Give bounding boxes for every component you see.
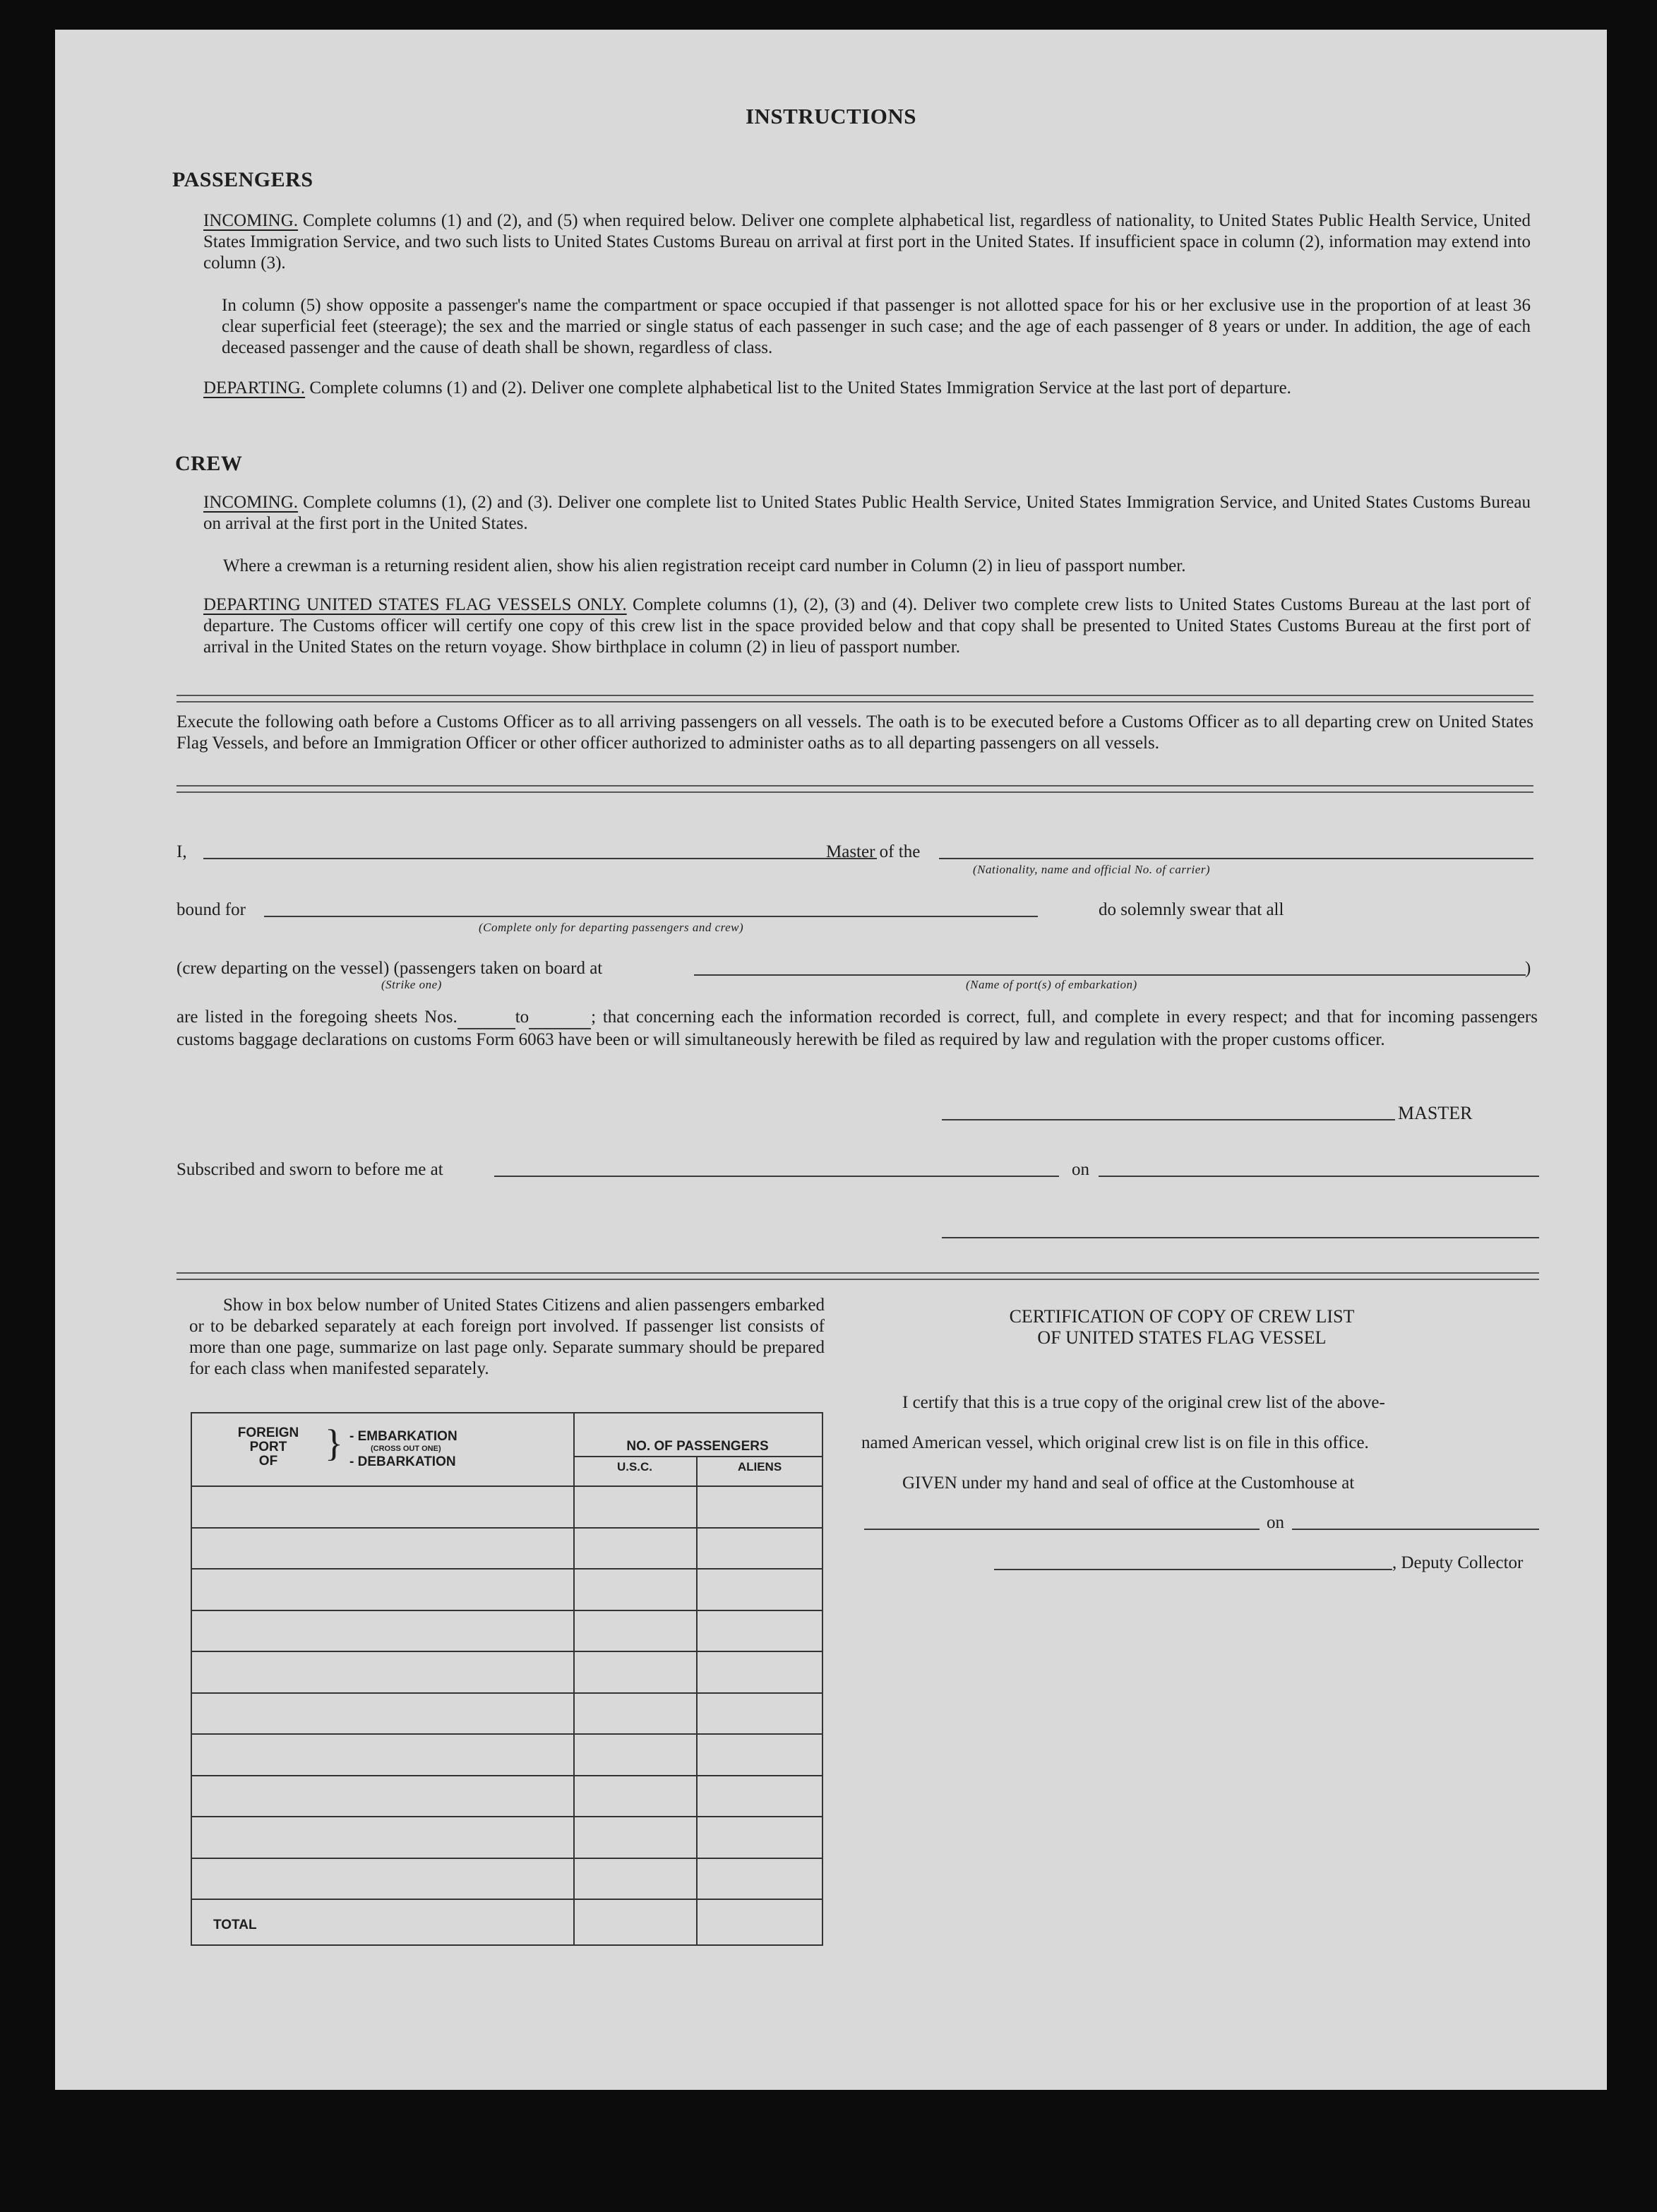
- table-row[interactable]: [191, 1568, 823, 1610]
- crew-departing-label: DEPARTING UNITED STATES FLAG VESSELS ONLY.: [203, 595, 627, 614]
- crew-heading: CREW: [175, 452, 243, 475]
- swear-label: do solemnly swear that all: [1099, 900, 1284, 919]
- passengers-departing-text: Complete columns (1) and (2). Deliver one complete alphabetical list to the United States Immigration Service at the last port of departure.: [305, 378, 1291, 397]
- row-divider: [573, 1456, 823, 1457]
- aliens-header: ALIENS: [737, 1460, 782, 1473]
- table-row[interactable]: [191, 1858, 823, 1899]
- bound-for-label: bound for: [177, 900, 246, 919]
- customhouse-field[interactable]: [864, 1529, 1260, 1530]
- sheet-from-field[interactable]: [457, 1007, 515, 1029]
- passengers-departing-label: DEPARTING.: [203, 378, 306, 397]
- listed-post: ; that concerning each the information recorded is correct, full, and complete in every respect; and that for incoming passengers customs baggage declarations on customs Form 6063 have been or will simultaneously herewith be filed as required by law and regulation with the proper customs officer.: [177, 1008, 1538, 1049]
- carrier-field[interactable]: [939, 858, 1533, 859]
- sworn-date-field[interactable]: [1099, 1176, 1539, 1177]
- certification-title-line1: CERTIFICATION OF COPY OF CREW LIST: [1009, 1306, 1355, 1327]
- foreign-port-label: FOREIGN PORT OF: [237, 1425, 299, 1469]
- table-row[interactable]: [191, 1527, 823, 1569]
- listed-to: to: [515, 1008, 530, 1027]
- divider-rule: [177, 785, 1533, 793]
- document-page: [55, 30, 1607, 2090]
- passengers-departing-paragraph: [203, 378, 1531, 399]
- passengers-heading: PASSENGERS: [172, 168, 313, 191]
- embarkation-ports-field[interactable]: [694, 974, 1526, 976]
- table-row[interactable]: [191, 1651, 823, 1692]
- crew-incoming-text: Complete columns (1), (2) and (3). Deliver one complete list to United States Public Health Service, United States Immigration Service, and United States Customs Bureau on arrival at the first port in the United States.: [203, 493, 1531, 533]
- bound-for-field[interactable]: [264, 916, 1038, 917]
- ports-caption: (Name of port(s) of embarkation): [966, 978, 1137, 991]
- sheet-to-field[interactable]: [529, 1007, 591, 1029]
- master-label: MASTER: [1398, 1103, 1473, 1123]
- master-name-field[interactable]: [203, 858, 877, 859]
- brace-glyph: }: [325, 1422, 343, 1464]
- carrier-caption: (Nationality, name and official No. of carrier): [973, 863, 1211, 876]
- table-row[interactable]: [191, 1485, 823, 1527]
- passengers-column5-paragraph: In column (5) show opposite a passenger's name the compartment or space occupied if that passenger is not allotted space for his or her exclusive use in the proportion of at least 36 clear superficial feet (steerage); the sex and the married or single status of each passenger in such case; and the age of each passenger of 8 years or under. In addition, the age of each deceased passenger and the cause of death shall be shown, regardless of class.: [222, 296, 1531, 357]
- crew-incoming-paragraph: [203, 492, 1531, 534]
- crew-incoming-label: INCOMING.: [203, 493, 299, 512]
- deputy-collector-label: , Deputy Collector: [1392, 1553, 1524, 1572]
- crew-departing-paragraph: [203, 594, 1531, 658]
- certification-title: [885, 1306, 1478, 1349]
- officer-signature-field[interactable]: [942, 1237, 1539, 1238]
- summary-instructions: Show in box below number of United States Citizens and alien passengers embarked or to be debarked separately at each foreign port involved. If passenger list consists of more than one page, summarize on last page only. Separate summary should be prepared for each class when manifested separately.: [189, 1296, 825, 1378]
- listed-pre: are listed in the foregoing sheets Nos.: [177, 1008, 457, 1027]
- page-title: INSTRUCTIONS: [745, 104, 916, 128]
- oath-i-label: I,: [177, 842, 187, 861]
- listed-paragraph: [177, 1007, 1538, 1051]
- debarkation-label: - DEBARKATION: [349, 1454, 456, 1469]
- certify-line2: named American vessel, which original crew list is on file in this office.: [861, 1433, 1369, 1452]
- crew-departing-text: Complete columns (1), (2), (3) and (4). Deliver two complete crew lists to United States Customs Bureau at the last port of departure. The Customs officer will certify one copy of this crew list in the space provided below and that copy shall be presented to United States Customs Bureau at the first port of arrival in the United States on the return voyage. Show birthplace in column (2) in lieu of passport number.: [203, 595, 1531, 657]
- cross-out-one-label: (CROSS OUT ONE): [371, 1445, 441, 1453]
- oath-instructions: Execute the following oath before a Customs Officer as to all arriving passengers on all vessels. The oath is to be executed before a Customs Officer as to all departing crew on United States Flag Vessels, and before an Immigration Officer or other officer authorized to administer oaths as to all departing passengers on all vessels.: [177, 712, 1533, 753]
- certification-title-line2: OF UNITED STATES FLAG VESSEL: [1037, 1327, 1327, 1348]
- table-row[interactable]: [191, 1775, 823, 1817]
- usc-header: U.S.C.: [616, 1460, 653, 1473]
- subscribed-label: Subscribed and sworn to before me at: [177, 1160, 443, 1179]
- crew-passengers-label: (crew departing on the vessel) (passengers taken on board at: [177, 959, 603, 978]
- sworn-on-label: on: [1072, 1160, 1089, 1179]
- close-paren: ): [1525, 959, 1531, 978]
- passengers-incoming-text: Complete columns (1) and (2), and (5) when required below. Deliver one complete alphabetical list, regardless of nationality, to United States Public Health Service, United States Immigration Service, and two such lists to United States Customs Bureau on arrival at first port in the United States. If insufficient space in column (2), information may extend into column (3).: [203, 211, 1531, 273]
- divider-rule: [177, 1272, 1539, 1280]
- table-row[interactable]: [191, 1816, 823, 1858]
- certify-line3: GIVEN under my hand and seal of office at the Customhouse at: [902, 1473, 1355, 1493]
- table-row[interactable]: [191, 1692, 823, 1734]
- master-of-label: Master of the: [826, 842, 921, 861]
- certify-date-field[interactable]: [1292, 1529, 1539, 1530]
- table-row[interactable]: [191, 1899, 823, 1940]
- divider-rule: [177, 695, 1533, 703]
- crew-alien-paragraph: Where a crewman is a returning resident alien, show his alien registration receipt card number in Column (2) in lieu of passport number.: [223, 556, 1186, 575]
- passengers-incoming-paragraph: [203, 210, 1531, 274]
- embarkation-label: - EMBARKATION: [349, 1429, 457, 1444]
- sworn-place-field[interactable]: [494, 1176, 1059, 1177]
- complete-only-caption: (Complete only for departing passengers and crew): [479, 921, 744, 934]
- passengers-incoming-label: INCOMING.: [203, 211, 299, 230]
- total-label: TOTAL: [213, 1918, 257, 1932]
- certify-line1: I certify that this is a true copy of the original crew list of the above-: [902, 1393, 1385, 1412]
- table-row[interactable]: [191, 1610, 823, 1651]
- deputy-collector-signature-field[interactable]: [994, 1569, 1392, 1570]
- strike-one-caption: (Strike one): [381, 978, 442, 991]
- certify-on-label: on: [1267, 1513, 1284, 1532]
- master-signature-field[interactable]: [942, 1119, 1395, 1120]
- table-row[interactable]: [191, 1733, 823, 1775]
- no-of-passengers-header: NO. OF PASSENGERS: [626, 1439, 769, 1454]
